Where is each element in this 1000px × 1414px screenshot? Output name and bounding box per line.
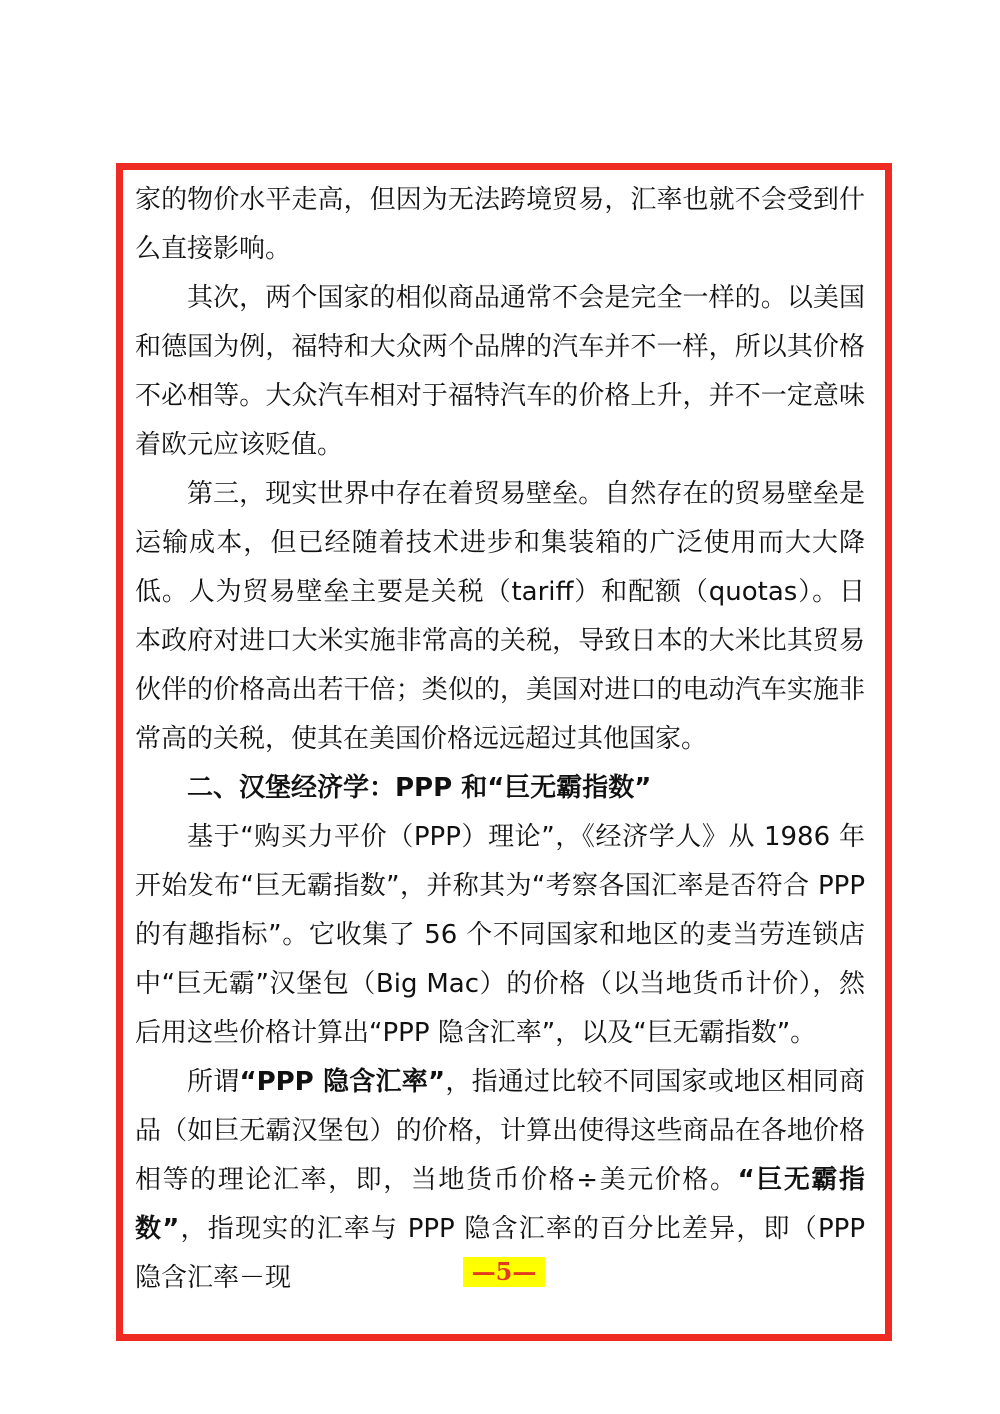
definitions-text-2: ，指通过比较不同国家或地区相同商品（如巨无霸汉堡包）的价格，计算出使得这些商品在各地价格相等的理论汇率，即，当地货币价格÷美元价格。 [135,1067,865,1195]
paragraph-second-point: 其次，两个国家的相似商品通常不会是完全一样的。以美国和德国为例，福特和大众两个品牌的汽车并不一样，所以其价格不必相等。大众汽车相对于福特汽车的价格上升，并不一定意味着欧元应该贬值。 [135,283,865,460]
term-big-mac-index: “巨无霸指数” [135,1165,865,1244]
term-ppp-implied-rate: “PPP 隐含汇率” [239,1067,446,1097]
page-number: —5— [463,1257,545,1287]
paragraph-third-point: 第三，现实世界中存在着贸易壁垒。自然存在的贸易壁垒是运输成本，但已经随着技术进步和集装箱的广泛使用而大大降低。人为贸易壁垒主要是关税（tariff）和配额（quotas）。日本政府对进口大米实施非常高的关税，导致日本的大米比其贸易伙伴的价格高出若干倍；类似的，美国对进口的电动汽车实施非常高的关税，使其在美国价格远远超过其他国家。 [135,479,865,754]
paragraph-continued: 家的物价水平走高，但因为无法跨境贸易，汇率也就不会受到什么直接影响。 [135,185,865,264]
document-body [135,176,865,1303]
definitions-text-1: 所谓 [187,1067,240,1097]
definitions-text-3: ，指现实的汇率与 PPP 隐含汇率的百分比差异，即（PPP 隐含汇率－现 [135,1214,865,1293]
paragraph-big-mac-index-intro: 基于“购买力平价（PPP）理论”，《经济学人》从 1986 年开始发布“巨无霸指数”，并称其为“考察各国汇率是否符合 PPP 的有趣指标”。它收集了 56 个不同国家和地区的麦当劳连锁店中“巨无霸”汉堡包（Big Mac）的价格（以当地货币计价），然后用这些价格计算出“PPP 隐含汇率”，以及“巨无霸指数”。 [135,822,865,1048]
section-heading: 二、汉堡经济学：PPP 和“巨无霸指数” [187,773,652,803]
